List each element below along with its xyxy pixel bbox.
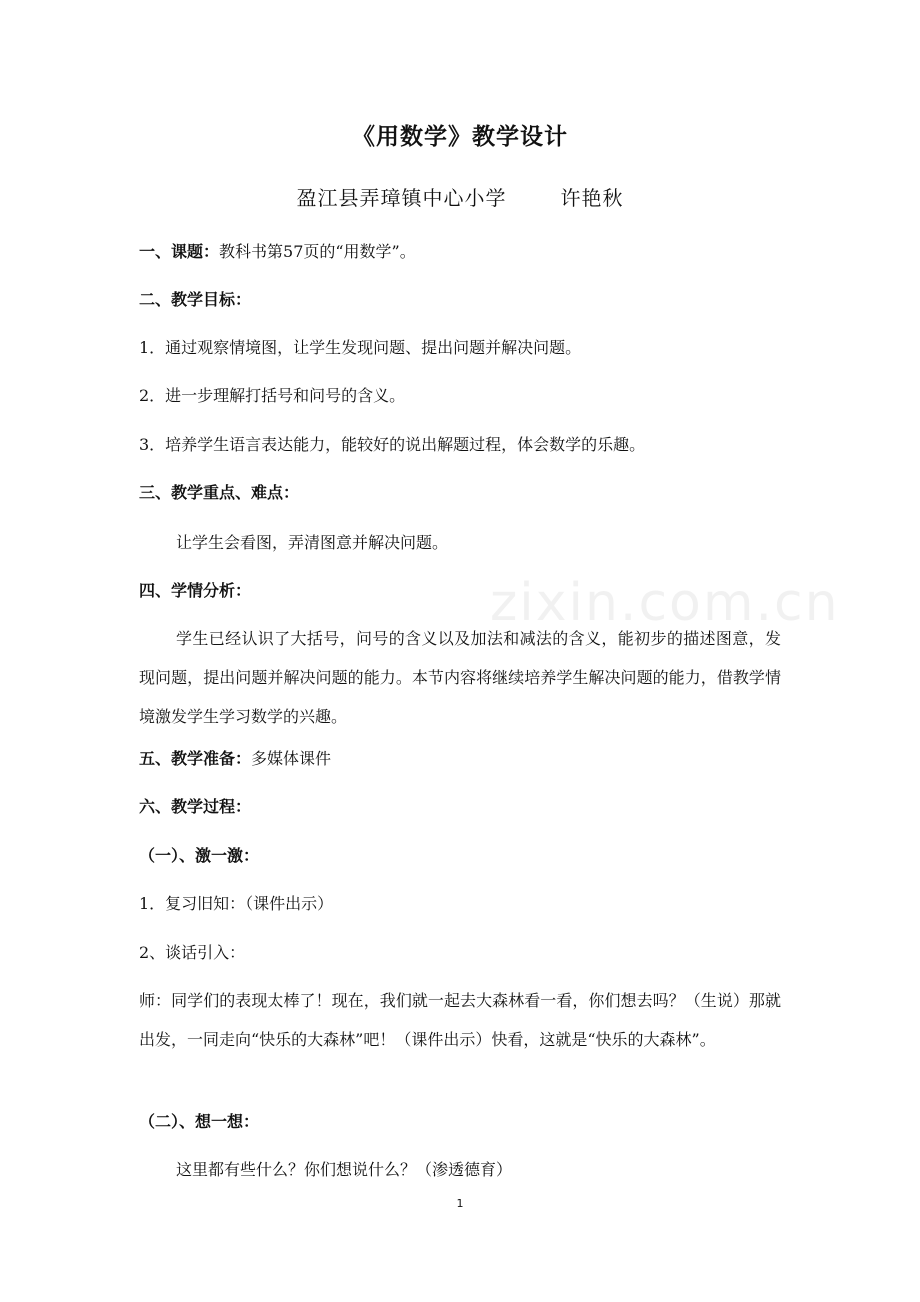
section-heading: 一、课题： [139,242,220,261]
document-subtitle [0,182,920,211]
list-item: 2．进一步理解打括号和问号的含义。 [139,386,406,405]
section-text: 这里都有些什么？你们想说什么？（渗透德育） [176,1160,513,1179]
section-heading: 六、教学过程： [139,797,252,816]
section-text: 让学生会看图，弄清图意并解决问题。 [176,533,449,552]
author-name: 许艳秋 [560,186,624,210]
document-title: 《用数学》教学设计 [352,124,568,150]
list-item: 2、谈话引入： [139,943,246,962]
section-paragraph: 学生已经认识了大括号，问号的含义以及加法和减法的含义，能初步的描述图意，发现问题，提出问题并解决问题的能力。本节内容将继续培养学生解决问题的能力，借教学情境激发学生学习数学的兴趣。 [139,629,781,726]
subsection-heading: （二）、想一想： [139,1112,260,1131]
section-prep [139,751,781,767]
section-heading: 三、教学重点、难点： [139,483,300,502]
watermark: zixin.com.cn [490,573,840,633]
section-heading: 四、学情分析： [139,581,252,600]
subsection-heading: （一）、激一激： [139,846,260,865]
section-topic [139,244,781,260]
list-item: 1．复习旧知：（课件出示） [139,894,334,913]
school-name: 盈江县弄璋镇中心小学 [296,186,507,210]
section-text: 教科书第57页的“用数学”。 [219,242,416,261]
section-heading: 五、教学准备： [139,749,252,768]
page-number: 1 [456,1197,464,1210]
section-paragraph: 师：同学们的表现太棒了！现在，我们就一起去大森林看一看，你们想去吗？（生说）那就出发，一同走向“快乐的大森林”吧！（课件出示）快看，这就是“快乐的大森林”。 [139,991,781,1049]
section-text: 多媒体课件 [251,749,332,768]
list-item: 3．培养学生语言表达能力，能较好的说出解题过程，体会数学的乐趣。 [139,435,646,454]
list-item: 1．通过观察情境图，让学生发现问题、提出问题并解决问题。 [139,338,582,357]
section-heading: 二、教学目标： [139,290,252,309]
